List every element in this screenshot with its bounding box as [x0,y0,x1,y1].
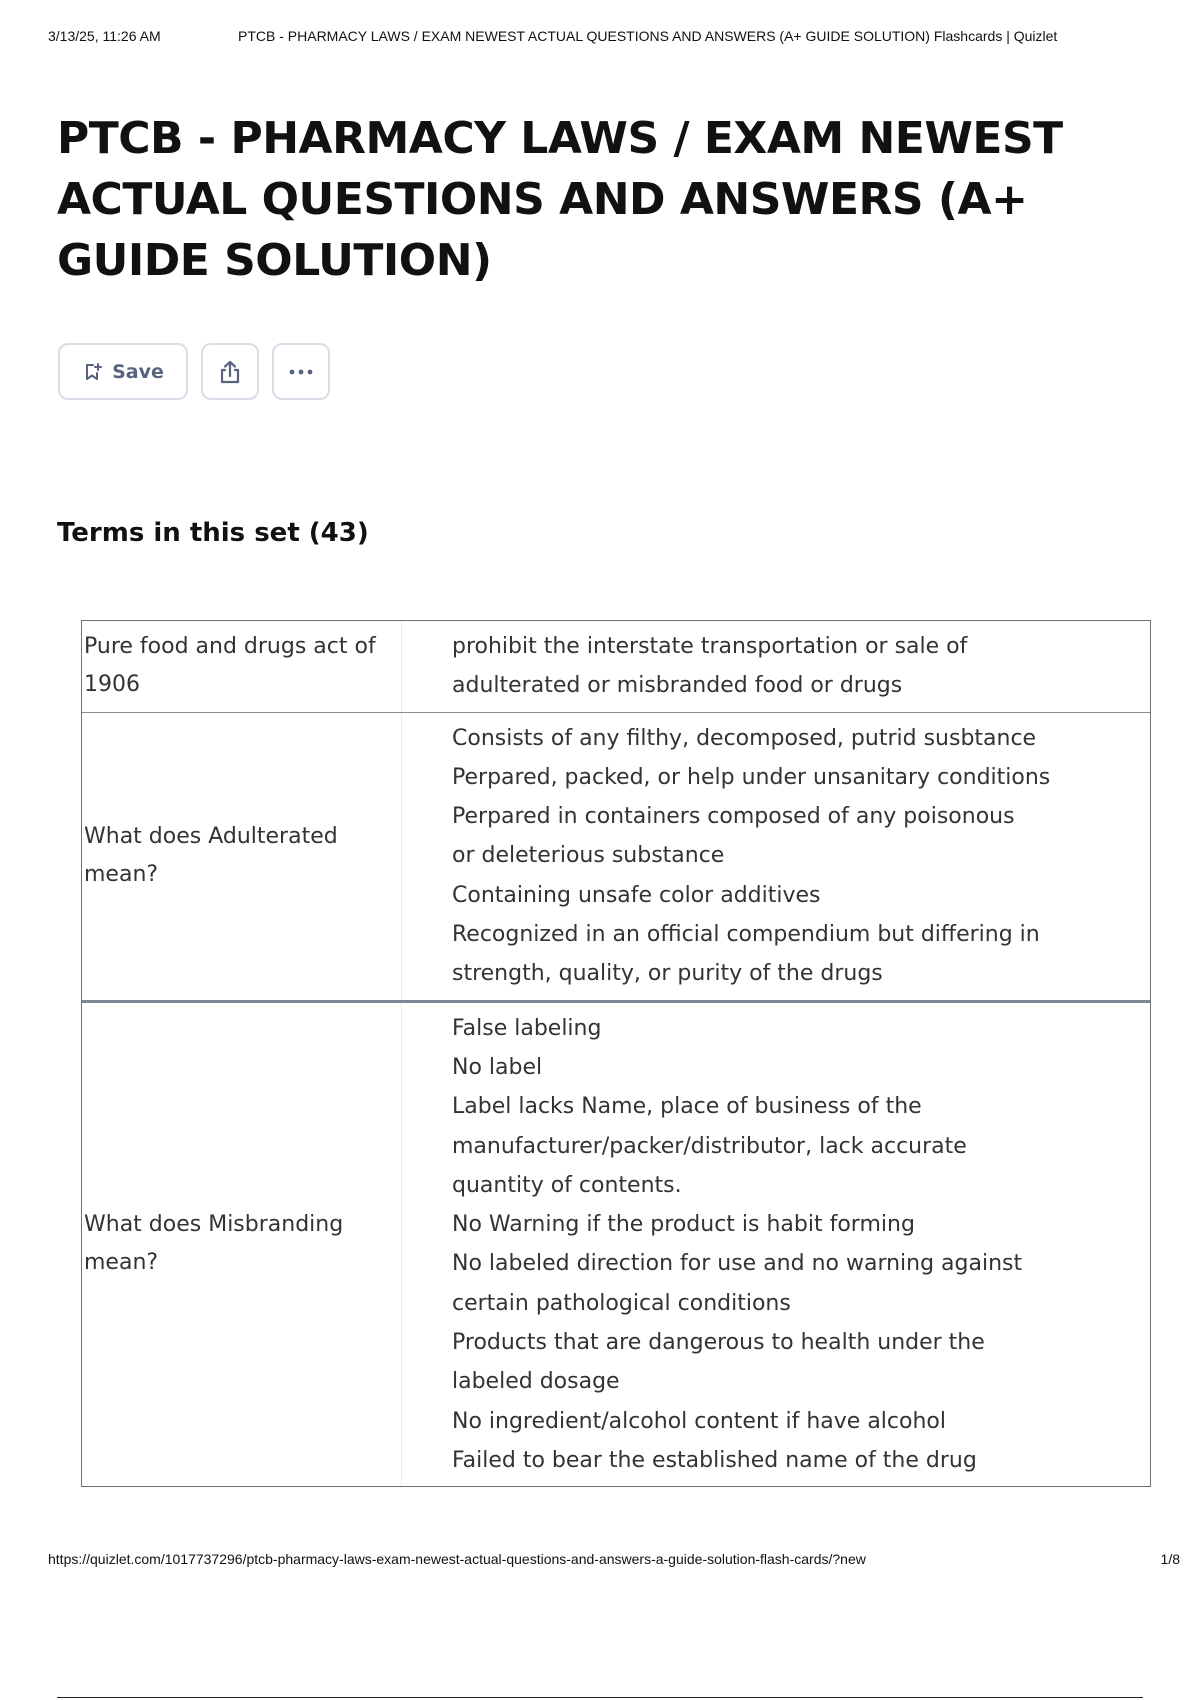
print-datetime: 3/13/25, 11:26 AM [48,28,161,44]
share-button[interactable] [201,343,259,400]
definition-line: Recognized in an official compendium but differing in [452,922,1040,948]
definition-line: No label [452,1054,543,1080]
definition-line: or deleterious substance [452,843,725,869]
print-document-title: PTCB - PHARMACY LAWS / EXAM NEWEST ACTUAL QUESTIONS AND ANSWERS (A+ GUIDE SOLUTION) Flashcards | Quizlet [238,28,1058,44]
more-options-icon [287,368,315,376]
page-title: PTCB - PHARMACY LAWS / EXAM NEWEST ACTUAL QUESTIONS AND ANSWERS (A+ GUIDE SOLUTION) [57,113,1063,286]
definition-line: Consists of any filthy, decomposed, putrid susbtance [452,725,1037,751]
definition-line: False labeling [452,1015,602,1041]
save-button[interactable] [58,343,188,400]
term-label: What does Adulterated mean? [84,824,338,888]
bookmark-add-icon [82,362,102,382]
terms-table [81,620,1151,1487]
definition-text [402,1003,1150,1487]
definition-line: labeled dosage [452,1369,620,1395]
definition-text [402,713,1150,1000]
share-icon [216,358,244,386]
print-url: https://quizlet.com/1017737296/ptcb-pharmacy-laws-exam-newest-actual-questions-and-answers-a-guide-solution-flash-cards/?new [48,1551,866,1567]
definition-line: Containing unsafe color additives [452,882,821,908]
term-row [82,621,1150,712]
definition-line: No labeled direction for use and no warning against [452,1251,1023,1277]
term-text [82,1003,402,1487]
definition-line: certain pathological conditions [452,1290,791,1316]
set-actions [58,343,330,400]
save-button-label: Save [112,360,164,383]
definition-line: strength, quality, or purity of the drugs [452,961,883,987]
definition-line: Products that are dangerous to health under the [452,1330,985,1356]
definition-text [402,621,1150,712]
page-divider [57,1697,1143,1698]
definition-line: quantity of contents. [452,1172,682,1198]
definition-line: Perpared in containers composed of any poisonous [452,804,1015,830]
page-number: 1/8 [1160,1551,1180,1567]
term-row [82,1000,1150,1487]
term-label: What does Misbranding mean? [84,1212,344,1276]
definition-line: prohibit the interstate transportation or sale of [452,634,968,659]
definition-line: adulterated or misbranded food or drugs [452,673,903,699]
definition-line: No Warning if the product is habit forming [452,1212,915,1238]
definition-line: manufacturer/packer/distributor, lack accurate [452,1133,967,1159]
definition-line: No ingredient/alcohol content if have alcohol [452,1408,946,1434]
definition-line: Label lacks Name, place of business of the [452,1094,922,1120]
term-text [82,621,402,712]
terms-heading: Terms in this set (43) [57,518,369,548]
term-text [82,713,402,1000]
term-label: Pure food and drugs act of 1906 [84,634,376,698]
more-options-button[interactable] [272,343,330,400]
definition-line: Failed to bear the established name of the drug [452,1447,977,1473]
definition-line: Perpared, packed, or help under unsanitary conditions [452,764,1051,790]
term-row [82,712,1150,1000]
